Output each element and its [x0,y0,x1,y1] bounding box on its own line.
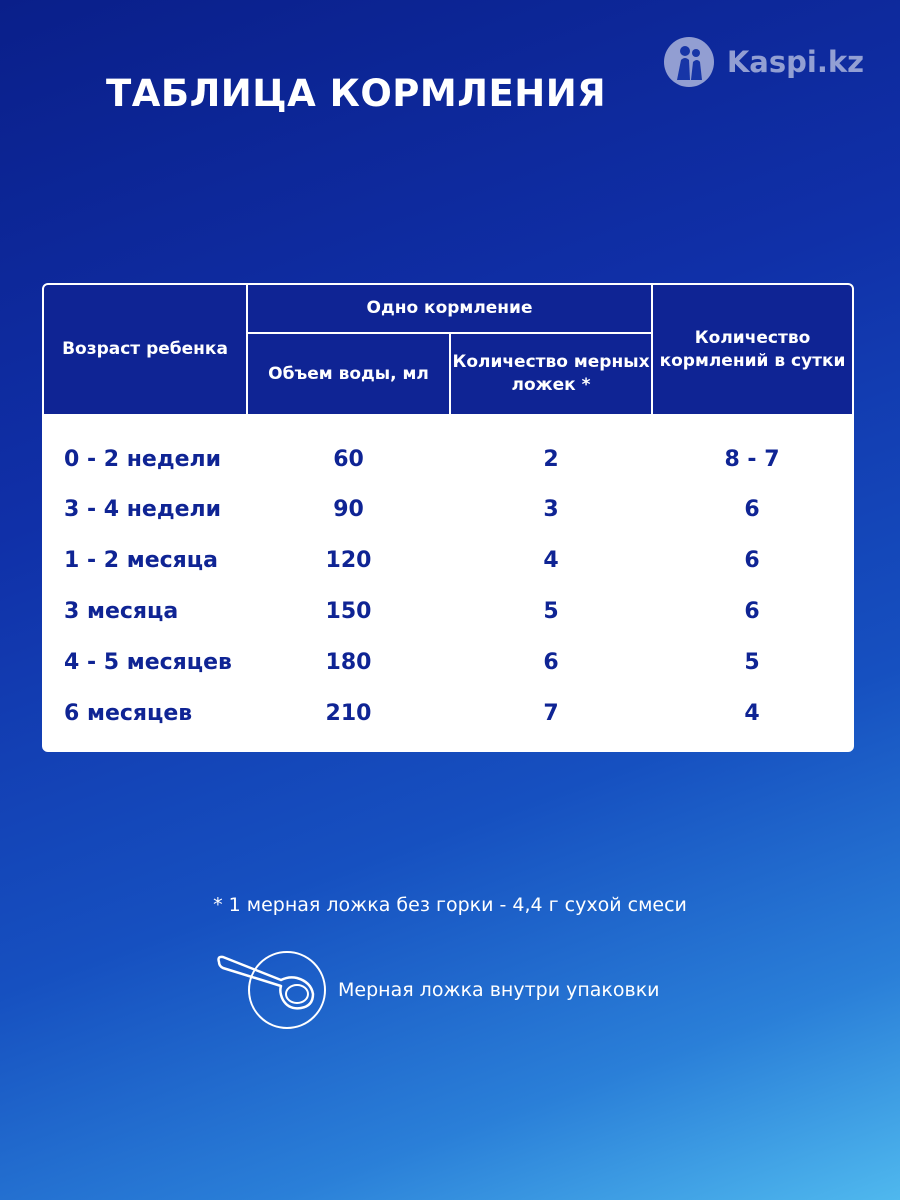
page-title: ТАБЛИЦА КОРМЛЕНИЯ [106,72,607,115]
cell-age: 6 месяцев [64,701,193,726]
cell-spoons: 3 [543,497,559,522]
table-row [44,484,852,535]
footnote: * 1 мерная ложка без горки - 4,4 г сухой смеси [213,894,687,916]
cell-water: 60 [333,446,364,472]
cell-age: 1 - 2 месяца [64,548,218,573]
cell-spoons: 4 [543,548,559,573]
header-one-feeding: Одно кормление [247,285,652,333]
cell-water: 210 [325,701,372,726]
brand-name: Kaspi.kz [726,45,864,79]
spoon-note [215,950,660,1030]
table-row [44,535,852,586]
header-spoons: Количество мерных ложек * [450,333,652,415]
header-water-volume: Объем воды, мл [247,333,450,415]
spoon-note-text: Мерная ложка внутри упаковки [338,979,660,1001]
header-feedings-per-day: Количество кормлений в сутки [652,285,852,415]
cell-age: 3 месяца [64,599,179,624]
cell-age: 3 - 4 недели [64,497,222,522]
cell-spoons: 6 [543,650,559,675]
cell-spoons: 2 [543,446,559,472]
table-row [44,688,852,739]
measuring-spoon-icon [215,950,330,1030]
cell-feedings: 6 [744,599,760,624]
cell-feedings: 8 - 7 [724,446,780,472]
cell-water: 120 [325,548,372,573]
cell-feedings: 6 [744,497,760,522]
header-age: Возраст ребенка [44,285,247,415]
kaspi-logo-icon [663,36,715,88]
cell-water: 150 [325,599,372,624]
cell-water: 90 [333,497,364,522]
cell-feedings: 5 [744,650,760,675]
cell-age: 0 - 2 недели [64,446,222,472]
table-row [44,415,852,484]
feeding-table [42,283,854,752]
table-row [44,637,852,688]
cell-spoons: 5 [543,599,559,624]
cell-feedings: 6 [744,548,760,573]
cell-feedings: 4 [744,701,760,726]
cell-spoons: 7 [543,701,559,726]
cell-age: 4 - 5 месяцев [64,650,232,675]
cell-water: 180 [325,650,372,675]
table-row [44,586,852,637]
brand [663,36,864,88]
